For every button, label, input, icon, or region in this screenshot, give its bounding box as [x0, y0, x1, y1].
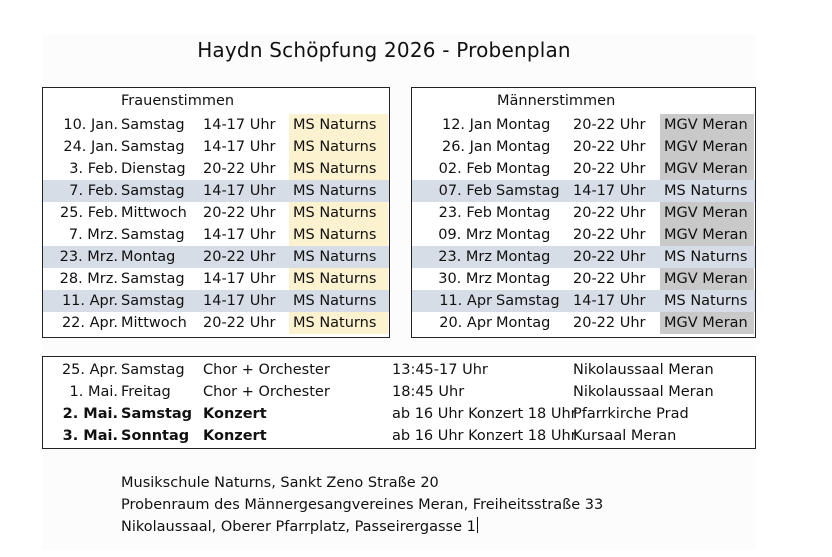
rehearsal-day: Samstag: [121, 117, 185, 133]
rehearsal-time: 20-22 Uhr: [573, 271, 646, 287]
event-time: ab 16 Uhr Konzert 18 Uhr: [392, 428, 577, 444]
frauen-row: [43, 268, 389, 290]
maenner-row: [412, 180, 755, 202]
rehearsal-time: 20-22 Uhr: [573, 315, 646, 331]
rehearsal-day: Montag: [496, 271, 551, 287]
rehearsal-venue: MS Naturns: [289, 202, 388, 224]
event-date: 25. Apr.: [61, 362, 118, 378]
rehearsal-venue: MS Naturns: [293, 293, 377, 309]
event-place: Nikolaussaal Meran: [573, 362, 714, 378]
rehearsal-day: Samstag: [121, 227, 185, 243]
rehearsal-date: 25. Feb.: [60, 205, 118, 221]
rehearsal-time: 20-22 Uhr: [203, 249, 276, 265]
frauen-row: [43, 136, 389, 158]
rehearsal-time: 14-17 Uhr: [203, 271, 276, 287]
frauen-row: [43, 114, 389, 136]
rehearsal-time: 20-22 Uhr: [203, 205, 276, 221]
event-time: ab 16 Uhr Konzert 18 Uhr: [392, 406, 577, 422]
frauen-row: [43, 312, 389, 334]
frauen-row: [43, 246, 389, 268]
maenner-row: [412, 268, 755, 290]
rehearsal-venue: MS Naturns: [289, 268, 388, 290]
rehearsal-day: Montag: [496, 139, 551, 155]
maenner-row: [412, 202, 755, 224]
frauen-header: Frauenstimmen: [121, 93, 235, 109]
rehearsal-venue: MGV Meran: [660, 158, 754, 180]
rehearsal-date: 10. Jan.: [63, 117, 118, 133]
rehearsal-day: Montag: [496, 161, 551, 177]
rehearsal-day: Dienstag: [121, 161, 186, 177]
event-row: [43, 403, 755, 425]
rehearsal-time: 14-17 Uhr: [203, 227, 276, 243]
maenner-header: Männerstimmen: [497, 93, 616, 109]
maenner-row: [412, 246, 755, 268]
rehearsal-day: Samstag: [121, 293, 185, 309]
rehearsal-time: 14-17 Uhr: [203, 183, 276, 199]
rehearsal-time: 20-22 Uhr: [203, 315, 276, 331]
event-row: [43, 425, 755, 447]
rehearsal-time: 14-17 Uhr: [203, 293, 276, 309]
rehearsal-venue: MS Naturns: [289, 114, 388, 136]
rehearsal-date: 23. Mrz.: [59, 249, 118, 265]
maenner-row: [412, 114, 755, 136]
rehearsal-date: 02. Feb: [438, 161, 492, 177]
rehearsal-date: 7. Feb.: [69, 183, 118, 199]
event-date: 2. Mai.: [62, 406, 118, 422]
rehearsal-date: 09. Mrz: [438, 227, 492, 243]
frauen-schedule-table: [42, 87, 390, 338]
rehearsal-time: 14-17 Uhr: [573, 183, 646, 199]
rehearsal-date: 11. Apr.: [61, 293, 118, 309]
text-cursor: [477, 517, 478, 533]
rehearsal-day: Montag: [496, 227, 551, 243]
event-place: Pfarrkirche Prad: [573, 406, 689, 422]
rehearsal-venue: MGV Meran: [660, 268, 754, 290]
rehearsal-time: 20-22 Uhr: [573, 227, 646, 243]
note-line: Musikschule Naturns, Sankt Zeno Straße 20: [121, 475, 439, 491]
rehearsal-time: 20-22 Uhr: [573, 161, 646, 177]
maenner-row: [412, 312, 755, 334]
maenner-row: [412, 158, 755, 180]
event-type: Konzert: [203, 428, 267, 444]
rehearsal-time: 20-22 Uhr: [573, 117, 646, 133]
rehearsal-date: 20. Apr: [439, 315, 492, 331]
rehearsal-date: 3. Feb.: [69, 161, 118, 177]
note-line: Probenraum des Männergesangvereines Meran, Freiheitsstraße 33: [121, 497, 604, 513]
event-day: Sonntag: [121, 428, 190, 444]
rehearsal-venue: MS Naturns: [289, 224, 388, 246]
rehearsal-date: 7. Mrz.: [68, 227, 118, 243]
rehearsal-venue: MGV Meran: [660, 114, 754, 136]
event-day: Samstag: [121, 406, 193, 422]
rehearsal-day: Samstag: [496, 293, 560, 309]
rehearsal-day: Samstag: [121, 183, 185, 199]
rehearsal-day: Montag: [121, 249, 176, 265]
rehearsal-date: 07. Feb: [438, 183, 492, 199]
rehearsal-day: Mittwoch: [121, 205, 187, 221]
event-date: 3. Mai.: [62, 428, 118, 444]
event-date: 1. Mai.: [69, 384, 118, 400]
rehearsal-date: 22. Apr.: [61, 315, 118, 331]
rehearsal-date: 11. Apr: [439, 293, 492, 309]
rehearsal-day: Mittwoch: [121, 315, 187, 331]
rehearsal-venue: MGV Meran: [660, 202, 754, 224]
frauen-row: [43, 290, 389, 312]
rehearsal-venue: MS Naturns: [664, 249, 748, 265]
event-day: Samstag: [121, 362, 185, 378]
rehearsal-date: 30. Mrz: [438, 271, 492, 287]
rehearsal-venue: MGV Meran: [660, 136, 754, 158]
frauen-row: [43, 224, 389, 246]
rehearsal-venue: MS Naturns: [664, 183, 748, 199]
rehearsal-date: 23. Feb: [438, 205, 492, 221]
event-type: Chor + Orchester: [203, 384, 330, 400]
rehearsal-day: Montag: [496, 117, 551, 133]
event-type: Chor + Orchester: [203, 362, 330, 378]
rehearsal-venue: MS Naturns: [289, 136, 388, 158]
frauen-row: [43, 158, 389, 180]
rehearsal-venue: MGV Meran: [660, 224, 754, 246]
note-line: Nikolaussaal, Oberer Pfarrplatz, Passeirergasse 1: [121, 519, 476, 535]
rehearsal-venue: MS Naturns: [289, 158, 388, 180]
event-type: Konzert: [203, 406, 267, 422]
rehearsal-time: 20-22 Uhr: [573, 249, 646, 265]
rehearsal-day: Montag: [496, 205, 551, 221]
rehearsal-time: 20-22 Uhr: [573, 205, 646, 221]
rehearsal-day: Samstag: [121, 139, 185, 155]
events-table: [42, 356, 756, 449]
maenner-row: [412, 224, 755, 246]
rehearsal-venue: MS Naturns: [664, 293, 748, 309]
rehearsal-day: Samstag: [496, 183, 560, 199]
rehearsal-day: Montag: [496, 315, 551, 331]
rehearsal-date: 26. Jan: [441, 139, 492, 155]
rehearsal-date: 28. Mrz.: [59, 271, 118, 287]
event-place: Kursaal Meran: [573, 428, 677, 444]
maenner-schedule-table: [411, 87, 756, 338]
rehearsal-venue: MGV Meran: [660, 312, 754, 334]
event-day: Freitag: [121, 384, 171, 400]
rehearsal-time: 20-22 Uhr: [573, 139, 646, 155]
event-time: 13:45-17 Uhr: [392, 362, 488, 378]
frauen-row: [43, 202, 389, 224]
rehearsal-venue: MS Naturns: [293, 249, 377, 265]
rehearsal-time: 14-17 Uhr: [203, 139, 276, 155]
event-time: 18:45 Uhr: [392, 384, 465, 400]
rehearsal-day: Samstag: [121, 271, 185, 287]
rehearsal-date: 12. Jan: [441, 117, 492, 133]
rehearsal-date: 23. Mrz: [438, 249, 492, 265]
rehearsal-venue: MS Naturns: [289, 312, 388, 334]
rehearsal-time: 20-22 Uhr: [203, 161, 276, 177]
rehearsal-time: 14-17 Uhr: [573, 293, 646, 309]
event-place: Nikolaussaal Meran: [573, 384, 714, 400]
rehearsal-date: 24. Jan.: [63, 139, 118, 155]
maenner-row: [412, 290, 755, 312]
page-title: Haydn Schöpfung 2026 - Probenplan: [197, 38, 571, 62]
location-notes: [121, 472, 603, 538]
frauen-row: [43, 180, 389, 202]
rehearsal-venue: MS Naturns: [293, 183, 377, 199]
event-row: [43, 359, 755, 381]
maenner-row: [412, 136, 755, 158]
rehearsal-time: 14-17 Uhr: [203, 117, 276, 133]
rehearsal-day: Montag: [496, 249, 551, 265]
event-row: [43, 381, 755, 403]
